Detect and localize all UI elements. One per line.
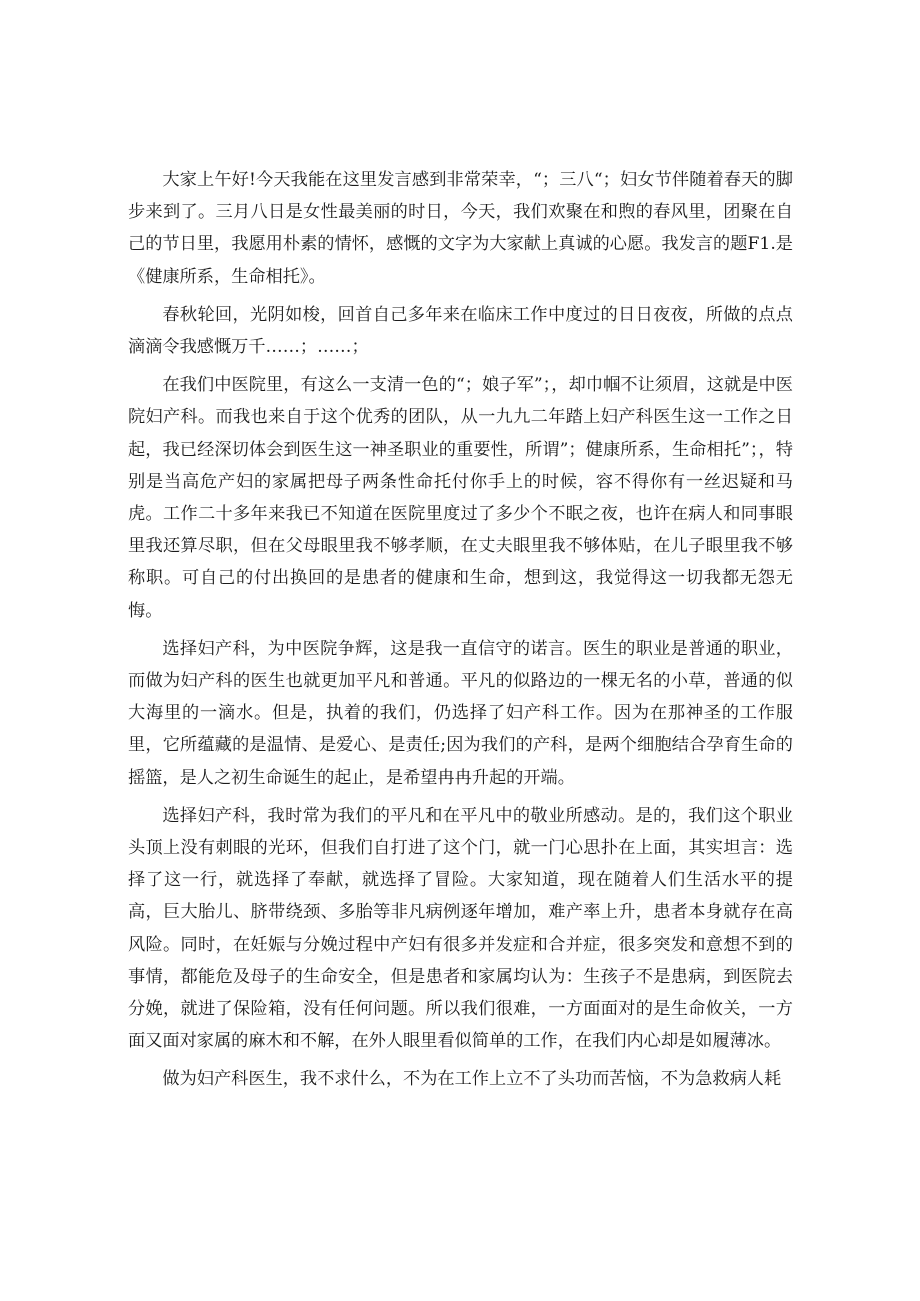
paragraph-dedication: 选择妇产科，我时常为我们的平凡和在平凡中的敬业所感动。是的，我们这个职业头顶上没有刺眼的光环，但我们自打进了这个门，就一门心思扑在上面，其实坦言：选择了这一行，就选择了奉献，就选择了冒险。大家知道，现在随着人们生活水平的提高，巨大胎儿、脐带绕颈、多胎等非凡病例逐年增加，难产率上升，患者本身就存在高风险。同时，在妊娠与分娩过程中产妇有很多并发症和合并症，很多突发和意想不到的事情，都能危及母子的生命安全，但是患者和家属均认为：生孩子不是患病，到医院去分娩，就进了保险箱，没有任何问题。所以我们很难，一方面面对的是生命攸关，一方面又面对家属的麻木和不解，在外人眼里看似简单的工作，在我们内心却是如履薄冰。	[128, 805, 793, 1052]
paragraph-opening-greeting: 大家上午好!今天我能在这里发言感到非常荣幸，“；三八“；妇女节伴随着春天的脚步来到了。三月八日是女性最美丽的时日，今天，我们欢聚在和煦的春风里，团聚在自己的节日里，我愿用朴素的情怀，感慨的文字为大家献上真诚的心愿。我发言的题F1.是《健康所系，生命相托》。	[128, 170, 793, 287]
paragraph-closing-partial: 做为妇产科医生，我不求什么，不为在工作上立不了头功而苦恼，不为急救病人耗	[162, 1069, 782, 1090]
paragraph-choosing-obstetrics: 选择妇产科，为中医院争辉，这是我一直信守的诺言。医生的职业是普通的职业，而做为妇产科的医生也就更加平凡和普通。平凡的似路边的一棵无名的小草，普通的似大海里的一滴水。但是，执着的我们，仍选择了妇产科工作。因为在那神圣的工作服里，它所蕴藏的是温情、是爱心、是责任;因为我们的产科，是两个细胞结合孕育生命的摇篮，是人之初生命诞生的起止，是希望冉冉升起的开端。	[128, 638, 793, 788]
paragraph-reflection: 春秋轮回，光阴如梭，回首自己多年来在临床工作中度过的日日夜夜，所做的点点滴滴令我感慨万千……；……；	[128, 304, 793, 358]
paragraph-department-intro: 在我们中医院里，有这么一支清一色的“；娘子军”；，却巾帼不让须眉，这就是中医院妇产科。而我也来自于这个优秀的团队，从一九九二年踏上妇产科医生这一工作之日起，我已经深切体会到医生这一神圣职业的重要性，所谓”；健康所系，生命相托”；，特别是当高危产妇的家属把母子两条性命托付你手上的时候，容不得你有一丝迟疑和马虎。工作二十多年来我已不知道在医院里度过了多少个不眠之夜，也许在病人和同事眼里我还算尽职，但在父母眼里我不够孝顺，在丈夫眼里我不够体贴，在儿子眼里我不够称职。可自己的付出换回的是患者的健康和生命，想到这，我觉得这一切我都无怨无悔。	[128, 375, 793, 621]
speech-text-body	[128, 164, 793, 1102]
